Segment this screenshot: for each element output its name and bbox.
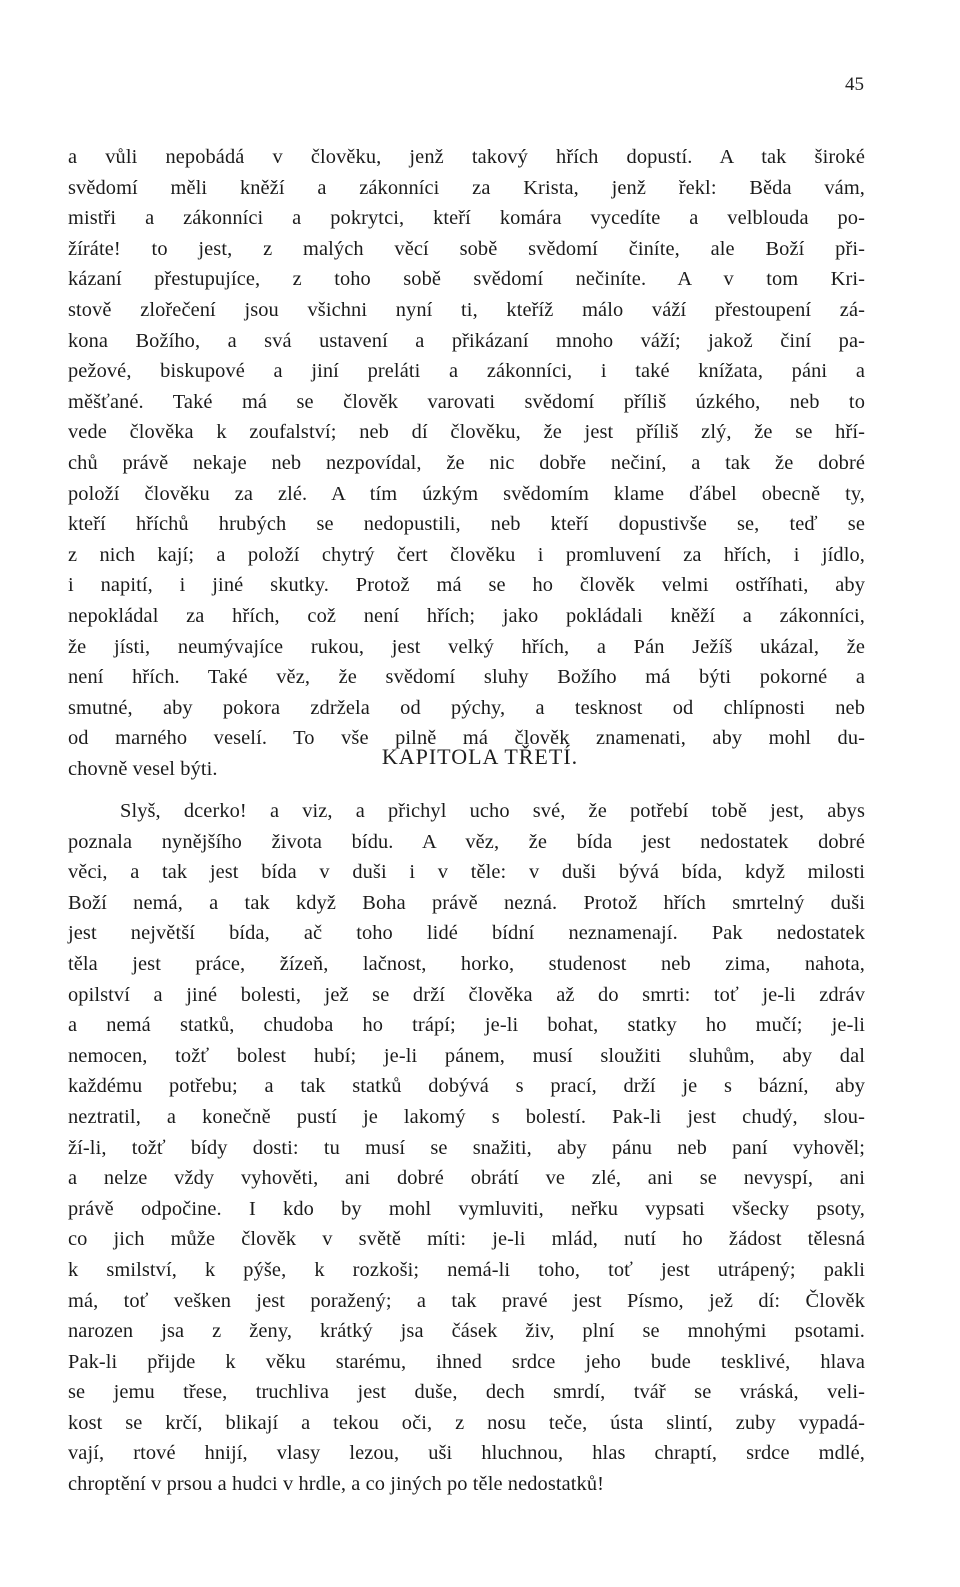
text-line: se jemu třese, truchliva jest duše, dech smrdí, tvář se vráská, veli- (68, 1381, 865, 1404)
text-line: poznala nynějšího života bídu. A věz, že bída jest nedostatek dobré (68, 830, 865, 853)
text-line: z nich kají; a položí chytrý čert člověku i promluvení za hřích, i jídlo, (68, 543, 865, 566)
text-line: kost se krčí, blikají a tekou oči, z nosu teče, ústa slintí, zuby vypadá- (68, 1411, 865, 1434)
page-number: 45 (845, 74, 864, 95)
text-line: kteří hříchů hrubých se nedopustili, neb kteří dopustivše se, teď se (68, 513, 865, 536)
text-line: od marného veselí. To vše pilně má člověk znamenati, aby mohl du- (68, 727, 865, 750)
text-line: co jich může člověk v světě míti: je-li mlád, nutí ho žádost tělesná (68, 1228, 865, 1251)
text-line: ží-li, tožť bídy dosti: tu musí se snažiti, aby pánu neb paní vyhověl; (68, 1136, 865, 1159)
text-line: těla jest práce, žízeň, lačnost, horko, studenost neb zima, nahota, (68, 952, 865, 975)
text-line: k smilství, k pýše, k rozkoši; nemá-li toho, toť jest utrápený; pakli (68, 1258, 865, 1281)
text-line: svědomí měli kněží a zákonníci za Krista, jenž řekl: Běda vám, (68, 176, 865, 199)
text-line: Boží nemá, a tak když Boha právě nezná. Protož hřích smrtelný duši (68, 891, 865, 914)
text-line: mistři a zákonníci a pokrytci, kteří komára vycedíte a velblouda po- (68, 207, 865, 230)
text-line: žíráte! to jest, z malých věcí sobě svědomí činíte, ale Boží při- (68, 237, 865, 260)
text-line: položí člověku za zlé. A tím úzkým svědomím klame ďábel obecně ty, (68, 482, 865, 505)
text-line: a nemá statků, chudoba ho trápí; je-li bohat, statky ho mučí; je-li (68, 1014, 865, 1037)
paragraph-2 (68, 796, 865, 1500)
text-line: stově zlořečení jsou všichni nyní ti, kteříž málo váží přestoupení zá- (68, 298, 865, 321)
text-line: smutné, aby pokora zdržela od pýchy, a tesknost od chlípnosti neb (68, 696, 865, 719)
text-line: a nelze vždy vyhověti, ani dobré obrátí ve zlé, ani se nevyspí, ani (68, 1167, 865, 1190)
text-line: a vůli nepobádá v člověku, jenž takový hřích dopustí. A tak široké (68, 146, 865, 168)
text-line: neztratil, a konečně pustí je lakomý s bolestí. Pak-li jest chudý, slou- (68, 1105, 865, 1128)
text-line: má, toť vešken jest poražený; a tak pravé jest Písmo, jež dí: Člověk (68, 1289, 865, 1312)
text-line: vají, rtové hnijí, vlasy lezou, uši hluchnou, hlas chraptí, srdce mdlé, (68, 1442, 865, 1465)
text-line: kona Božího, a svá ustavení a přikázaní mnoho váží; jakož činí pa- (68, 329, 865, 352)
text-line: právě odpočine. I kdo by mohl vymluviti, neřku vypsati všecky psoty, (68, 1197, 865, 1220)
text-line: věci, a tak jest bída v duši i v těle: v duši bývá bída, když milosti (68, 861, 865, 884)
text-line: pežové, biskupové a jiní preláti a zákonníci, i také knížata, páni a (68, 360, 865, 383)
text-line: není hřích. Také věz, že svědomí sluhy Božího má býti pokorné a (68, 666, 865, 689)
chapter-heading: KAPITOLA TŘETÍ. (381, 744, 579, 769)
text-line: i napití, i jiné skutky. Protož má se ho člověk velmi ostříhati, aby (68, 574, 865, 597)
text-line: nepokládal za hřích, což není hřích; jako pokládali kněží a zákonníci, (68, 604, 865, 627)
text-line: měšťané. Také má se člověk varovati svědomí příliš úzkého, neb to (68, 390, 865, 413)
text-line: narozen jsa z ženy, krátký jsa čásek živ, plní se mnohými psotami. (68, 1320, 865, 1343)
text-line: chů právě nekaje neb nezpovídal, že nic dobře nečiní, a tak že dobré (68, 451, 865, 474)
text-line: chovně vesel býti. (68, 757, 218, 780)
text-line: jest největší bída, ač toho lidé bídní neznamenají. Pak nedostatek (68, 922, 865, 945)
text-line: kázaní přestupujíce, z toho sobě svědomí nečiníte. A v tom Kri- (68, 268, 865, 291)
text-line: chroptění v prsou a hudci v hrdle, a co jiných po těle nedostatků! (68, 1473, 605, 1496)
paragraph-1 (68, 142, 865, 784)
text-line: nemocen, tožť bolest hubí; je-li pánem, musí sloužiti sluhům, aby dal (68, 1044, 865, 1067)
text-line: Pak-li přijde k věku starému, ihned srdce jeho bude tesklivé, hlava (68, 1350, 865, 1373)
text-line: opilství a jiné bolesti, jež se drží člověka až do smrti: toť je-li zdráv (68, 983, 865, 1006)
text-line: že jísti, neumývajíce rukou, jest velký hřích, a Pán Ježíš ukázal, že (68, 635, 865, 658)
text-line: Slyš, dcerko! a viz, a přichyl ucho své, že potřebí tobě jest, abys (120, 800, 865, 822)
text-line: každému potřebu; a tak statků dobývá s prací, drží je s bázní, aby (68, 1075, 865, 1098)
text-line: vede člověka k zoufalství; neb dí člověku, že jest příliš zlý, že se hří- (68, 421, 865, 444)
